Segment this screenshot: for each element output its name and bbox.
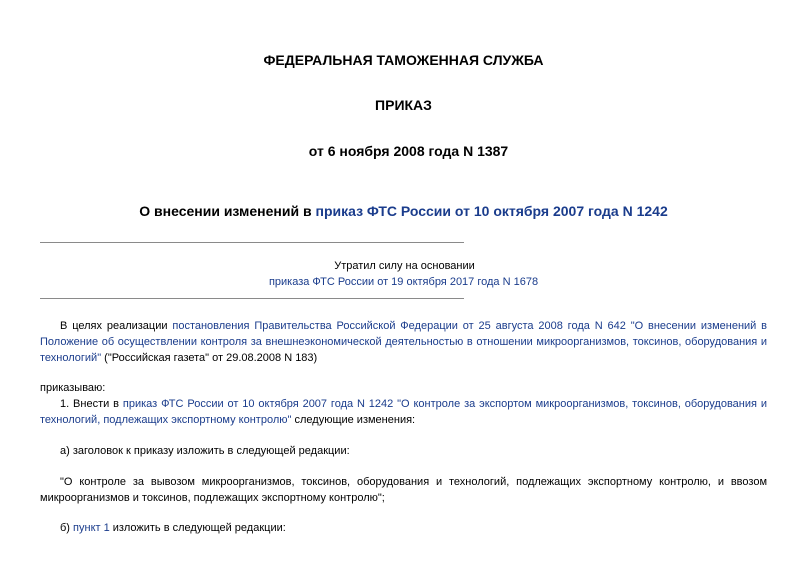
- subitem-a: а) заголовок к приказу изложить в следующей редакции:: [60, 445, 350, 457]
- item-1-prefix: 1. Внести в: [60, 398, 123, 410]
- item-1-suffix: следующие изменения:: [291, 414, 416, 426]
- repeal-order-link[interactable]: приказа ФТС России от 19 октября 2017 года N 1678: [268, 276, 539, 288]
- amended-order-link[interactable]: приказ ФТС России от 10 октября 2007 года N 1242 "О контроле за экспортом микроорганизмов, токсинов, оборудования и технологий, подлежащих экспортному контролю": [40, 398, 767, 426]
- status-note-line1: Утратил силу на основании: [334, 260, 475, 272]
- preamble-suffix: ("Российская газета" от 29.08.2008 N 183): [101, 352, 318, 364]
- title-prefix: О внесении изменений в: [139, 203, 316, 219]
- item-1-paragraph: [40, 396, 767, 428]
- divider-top: [40, 242, 464, 243]
- preamble-paragraph: [40, 318, 767, 366]
- preamble-prefix: В целях реализации: [60, 320, 173, 332]
- document-title: [0, 203, 807, 219]
- point-1-link[interactable]: пункт 1: [73, 522, 110, 534]
- government-decree-link[interactable]: постановления Правительства Российской Федерации от 25 августа 2008 года N 642 "О внесении изменений в Положение об осуществлении контроля за внешнеэкономической деятельностью в отношении микроорганизмов, токсинов, оборудования и технологий": [40, 320, 768, 364]
- status-note-line2: [0, 276, 807, 288]
- document-date-number: от 6 ноября 2008 года N 1387: [308, 143, 509, 159]
- title-link[interactable]: приказ ФТС России от 10 октября 2007 года N 1242: [315, 203, 668, 219]
- agency-heading: ФЕДЕРАЛЬНАЯ ТАМОЖЕННАЯ СЛУЖБА: [263, 52, 544, 68]
- document-type-heading: ПРИКАЗ: [375, 97, 432, 113]
- new-title-quote: "О контроле за вывозом микроорганизмов, токсинов, оборудования и технологий, подлежащих экспортному контролю, и ввозом микроорганизмов и токсинов, подлежащих экспортному контролю";: [40, 476, 767, 504]
- orders-line: приказываю:: [40, 382, 106, 394]
- subitem-b: [40, 520, 767, 536]
- subitem-b-suffix: изложить в следующей редакции:: [109, 522, 286, 534]
- subitem-b-prefix: б): [60, 522, 74, 534]
- divider-bottom: [40, 298, 464, 299]
